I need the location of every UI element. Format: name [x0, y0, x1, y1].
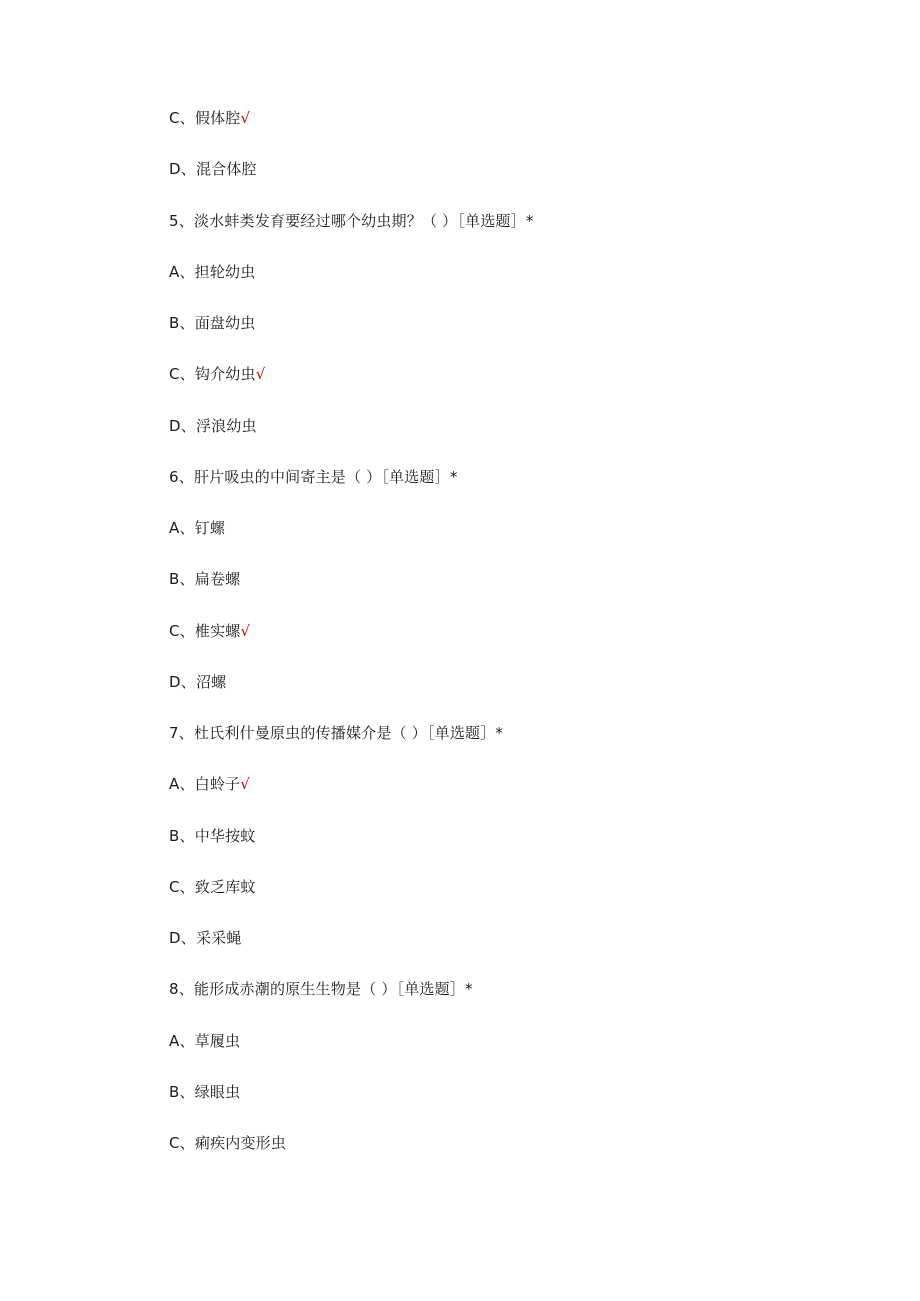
- option-label: C、致乏库蚊: [169, 878, 256, 896]
- option-text: [169, 1031, 240, 1051]
- correct-answer-checkmark-icon: √: [255, 365, 266, 383]
- option-text: [169, 826, 256, 846]
- option-text: [169, 877, 256, 897]
- option-text: [169, 1133, 286, 1153]
- option-text: [169, 416, 257, 436]
- option-text: [169, 313, 256, 333]
- option-label: A、钉螺: [169, 519, 226, 537]
- option-label: D、混合体腔: [169, 160, 257, 178]
- option-label: D、浮浪幼虫: [169, 417, 257, 435]
- option-text: [169, 774, 250, 794]
- question-label: 5、淡水蚌类发育要经过哪个幼虫期？（ ）［单选题］*: [169, 212, 534, 230]
- question-text: [169, 723, 503, 743]
- option-label: C、痢疾内变形虫: [169, 1134, 287, 1152]
- correct-answer-checkmark-icon: √: [240, 622, 251, 640]
- option-text: [169, 1082, 240, 1102]
- option-text: [169, 262, 255, 282]
- question-label: 6、肝片吸虫的中间寄主是（ ）［单选题］*: [169, 468, 458, 486]
- option-label: C、钩介幼虫: [169, 365, 256, 383]
- option-label: A、草履虫: [169, 1032, 241, 1050]
- option-label: C、假体腔: [169, 109, 241, 127]
- option-label: B、面盘幼虫: [169, 314, 256, 332]
- option-label: C、椎实螺: [169, 622, 241, 640]
- question-text: [169, 211, 534, 231]
- option-text: [169, 518, 225, 538]
- option-text: [169, 108, 250, 128]
- question-label: 7、杜氏利什曼原虫的传播媒介是（ ）［单选题］*: [169, 724, 504, 742]
- question-text: [169, 979, 473, 999]
- question-text: [169, 467, 458, 487]
- option-label: A、担轮幼虫: [169, 263, 256, 281]
- option-text: [169, 159, 257, 179]
- correct-answer-checkmark-icon: √: [240, 109, 251, 127]
- option-text: [169, 621, 250, 641]
- option-label: B、中华按蚊: [169, 827, 256, 845]
- option-label: D、采采蝇: [169, 929, 242, 947]
- option-label: D、沼螺: [169, 673, 227, 691]
- correct-answer-checkmark-icon: √: [240, 775, 251, 793]
- option-label: A、白蛉子: [169, 775, 241, 793]
- option-label: B、绿眼虫: [169, 1083, 241, 1101]
- option-text: [169, 928, 242, 948]
- question-label: 8、能形成赤潮的原生生物是（ ）［单选题］*: [169, 980, 473, 998]
- option-text: [169, 569, 240, 589]
- option-text: [169, 364, 265, 384]
- option-text: [169, 672, 226, 692]
- option-label: B、扁卷螺: [169, 570, 241, 588]
